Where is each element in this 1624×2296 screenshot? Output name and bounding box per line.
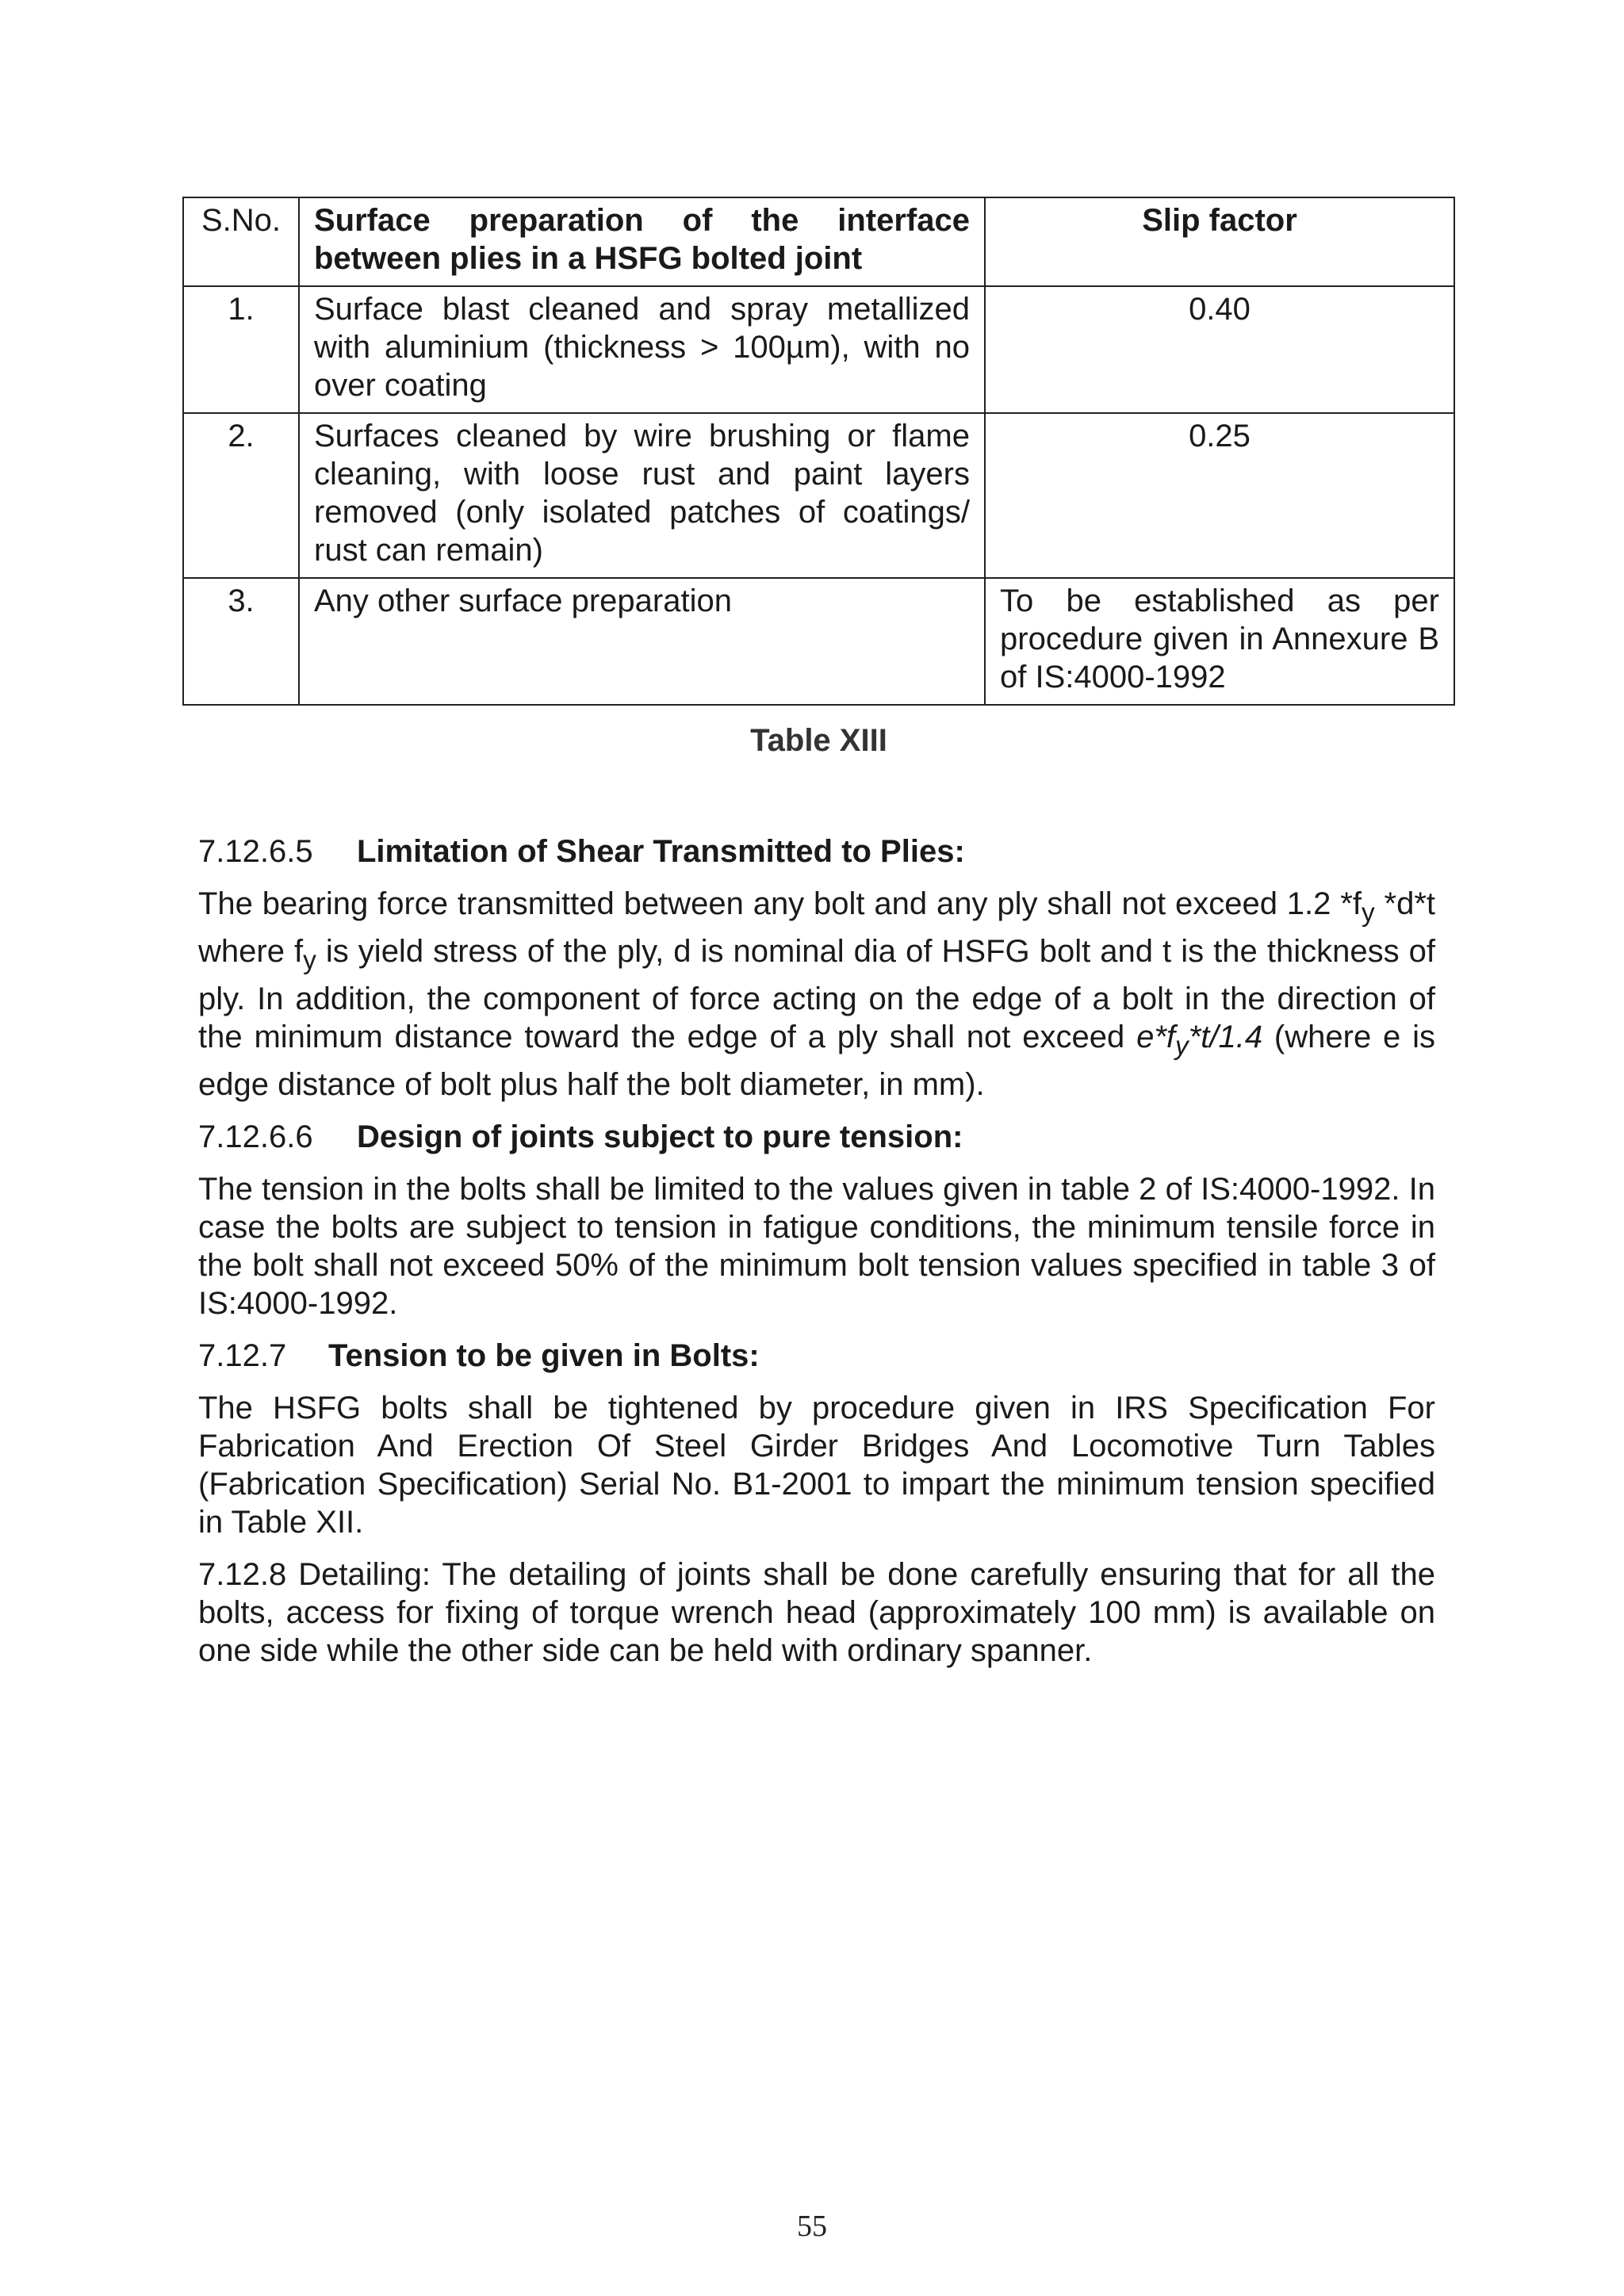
section-number: 7.12.6.5 <box>198 834 313 869</box>
row-slip: 0.40 <box>985 286 1454 413</box>
subscript: y <box>303 946 316 975</box>
text-run: (where e is edge distance of bolt plus half the bolt diameter, in mm). <box>198 1020 1435 1102</box>
table-header-row <box>183 197 1454 286</box>
header-surface-preparation: Surface preparation of the interface between plies in a HSFG bolted joint <box>299 197 985 286</box>
section-title: Limitation of Shear Transmitted to Plies: <box>357 834 965 869</box>
row-surface: Surface blast cleaned and spray metallized with aluminium (thickness > 100µm), with no over coating <box>299 286 985 413</box>
table-row <box>183 578 1454 705</box>
table-row <box>183 413 1454 578</box>
section-heading <box>198 1337 1435 1375</box>
slip-factor-table <box>182 197 1455 706</box>
row-sno: 2. <box>183 413 299 578</box>
paragraph: The HSFG bolts shall be tightened by procedure given in IRS Specification For Fabrication And Erection Of Steel Girder Bridges And Locomotive Turn Tables (Fabrication Specification) Serial No. B1-2001 to impart the minimum tension specified in Table XII. <box>198 1391 1435 1540</box>
header-sno: S.No. <box>183 197 299 286</box>
paragraph: 7.12.8 Detailing: The detailing of joints shall be done carefully ensuring that for all the bolts, access for fixing of torque wrench head (approximately 100 mm) is available on one side while the other side can be held with ordinary spanner. <box>198 1557 1435 1668</box>
row-slip: To be established as per procedure given in Annexure B of IS:4000-1992 <box>985 578 1454 705</box>
section-heading <box>198 832 1435 871</box>
section-number: 7.12.7 <box>198 1338 287 1373</box>
paragraph <box>198 885 1435 1104</box>
section-title: Tension to be given in Bolts: <box>328 1338 760 1373</box>
header-slip-factor: Slip factor <box>985 197 1454 286</box>
section-title: Design of joints subject to pure tension: <box>357 1119 963 1154</box>
table-caption: Table XIII <box>750 723 887 758</box>
section-heading <box>198 1118 1435 1156</box>
formula-part: e*f <box>1136 1020 1176 1054</box>
text-run: *d*t where f <box>198 886 1435 969</box>
paragraph: The tension in the bolts shall be limited to the values given in table 2 of IS:4000-1992. In case the bolts are subject to tension in fatigue conditions, the minimum tensile force in the bolt shall not exceed 50% of the minimum bolt tension values specified in table 3 of IS:4000-1992. <box>198 1172 1435 1321</box>
table-row <box>183 286 1454 413</box>
page-number: 55 <box>797 2210 827 2243</box>
section-number: 7.12.6.6 <box>198 1119 313 1154</box>
formula-part: *t/1.4 <box>1188 1020 1263 1054</box>
formula-subscript: y <box>1175 1031 1189 1061</box>
subscript: y <box>1361 898 1375 928</box>
row-sno: 1. <box>183 286 299 413</box>
text-run: The bearing force transmitted between any bolt and any ply shall not exceed 1.2 *f <box>198 886 1362 921</box>
text-run: is yield stress of the ply, d is nominal dia of HSFG bolt and t is the thickness of ply. In addition, the component of force acting on the edge of a bolt in the direction of the minimum distance toward the edge of a ply shall not exceed <box>198 934 1435 1054</box>
document-body <box>198 832 1435 1684</box>
formula <box>1136 1020 1263 1061</box>
row-sno: 3. <box>183 578 299 705</box>
row-surface: Any other surface preparation <box>299 578 985 705</box>
row-slip: 0.25 <box>985 413 1454 578</box>
row-surface: Surfaces cleaned by wire brushing or flame cleaning, with loose rust and paint layers removed (only isolated patches of coatings/ rust can remain) <box>299 413 985 578</box>
